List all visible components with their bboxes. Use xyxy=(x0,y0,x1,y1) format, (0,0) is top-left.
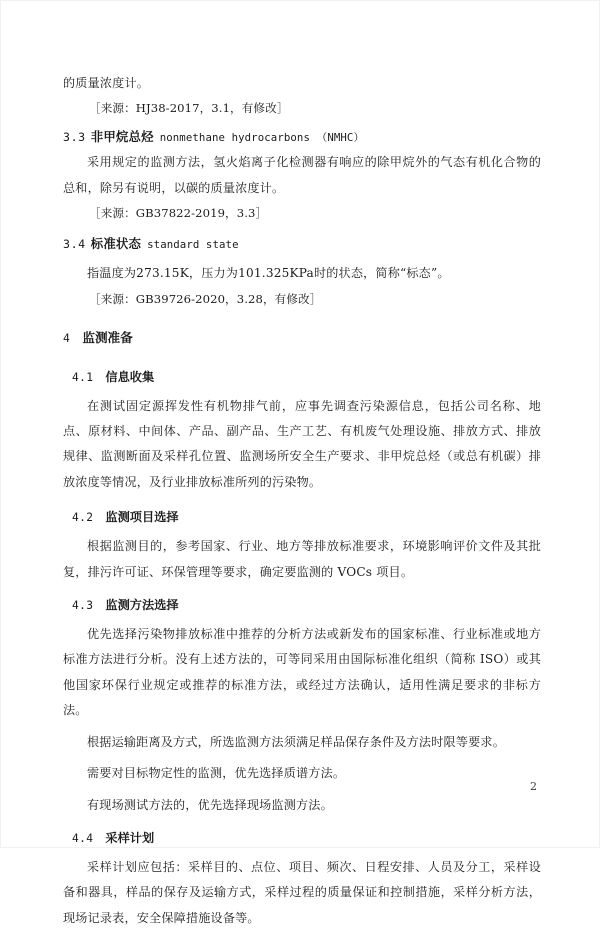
term-3-4-number: 3.4 xyxy=(63,237,86,252)
spacer xyxy=(63,585,541,593)
para-4-3-c: 需要对目标物定性的监测，优先选择质谱方法。 xyxy=(87,766,346,781)
para-4-3-b: 根据运输距离及方式，所选监测方法须满足样品保存条件及方法时限等要求。 xyxy=(87,734,505,749)
para-4-2: 根据监测目的，参考国家、行业、地方等排放标准要求，环境影响评价文件及其批复，排污许可证、环保管理等要求，确定要监测的 VOCs 项目。 xyxy=(63,539,541,579)
clause-4-4-cn: 采样计划 xyxy=(105,830,155,845)
spacer xyxy=(63,311,541,325)
term-3-3-en: nonmethane hydrocarbons （NMHC） xyxy=(159,131,365,145)
term-3-3-cn: 非甲烷总烃 xyxy=(90,129,154,145)
clause-4-3-cn: 监测方法选择 xyxy=(105,598,179,613)
clause-4-4-heading xyxy=(63,826,541,851)
para-3-3-definition: 采用规定的监测方法，氢火焰离子化检测器有响应的除甲烷外的气态有机化合物的总和，除另有说明，以碳的质量浓度计。 xyxy=(63,155,541,195)
page-number: 2 xyxy=(530,780,537,793)
clause-4-4-number: 4.4 xyxy=(72,831,94,845)
clause-4-heading xyxy=(63,325,541,351)
spacer xyxy=(63,495,541,505)
term-3-3 xyxy=(63,124,541,150)
term-3-4-en: standard state xyxy=(147,238,239,252)
clause-4-2-number: 4.2 xyxy=(72,511,94,525)
source-gb39726: ［来源：GB39726-2020，3.28，有修改］ xyxy=(89,291,322,306)
para-4-4: 采样计划应包括：采样目的、点位、项目、频次、日程安排、人员及分工，采样设备和器具，样品的保存及运输方式，采样过程的质量保证和控制措施，采样分析方法，现场记录表，安全保障措施设备等。 xyxy=(63,859,541,925)
page-content xyxy=(63,71,541,931)
clause-4-number: 4 xyxy=(63,330,71,345)
clause-4-2-heading xyxy=(63,505,541,530)
clause-4-1-cn: 信息收集 xyxy=(105,369,155,384)
spacer xyxy=(63,351,541,365)
term-3-4-cn: 标准状态 xyxy=(90,236,142,252)
clause-4-1-heading xyxy=(63,365,541,390)
para-4-3-a: 优先选择污染物排放标准中推荐的分析方法或新发布的国家标准、行业标准或地方标准方法进行分析。没有上述方法的，可等同采用由国际标准化组织（简称 ISO）或其他国家环保行业规定或推荐的标准方法，或经过方法确认，适用性满足要求的非标方法。 xyxy=(63,627,541,718)
para-4-3-d: 有现场测试方法的，优先选择现场监测方法。 xyxy=(87,797,333,812)
clause-4-2-cn: 监测项目选择 xyxy=(105,510,179,525)
clause-4-cn: 监测准备 xyxy=(82,329,133,345)
clause-4-1-number: 4.1 xyxy=(72,370,94,384)
para-4-1: 在测试固定源挥发性有机物排气前，应事先调查污染源信息，包括公司名称、地点、原材料、中间体、产品、副产品、生产工艺、有机废气处理设施、排放方式、排放规律、监测断面及采样孔位置、监测场所安全生产要求、非甲烷总烃（或总有机碳）排放浓度等情况，及行业排放标准所列的污染物。 xyxy=(63,398,541,489)
clause-4-3-number: 4.3 xyxy=(72,599,94,613)
para-3-4-definition: 指温度为273.15K，压力为101.325KPa时的状态，简称“标态”。 xyxy=(87,266,450,281)
spacer xyxy=(63,818,541,826)
source-gb37822: ［来源：GB37822-2019，3.3］ xyxy=(89,206,268,221)
clause-4-3-heading xyxy=(63,593,541,618)
source-hj38: ［来源：HJ38-2017，3.1，有修改］ xyxy=(89,101,289,116)
term-3-4 xyxy=(63,231,541,257)
term-3-3-number: 3.3 xyxy=(63,130,86,145)
continuation-line: 的质量浓度计。 xyxy=(63,76,150,90)
